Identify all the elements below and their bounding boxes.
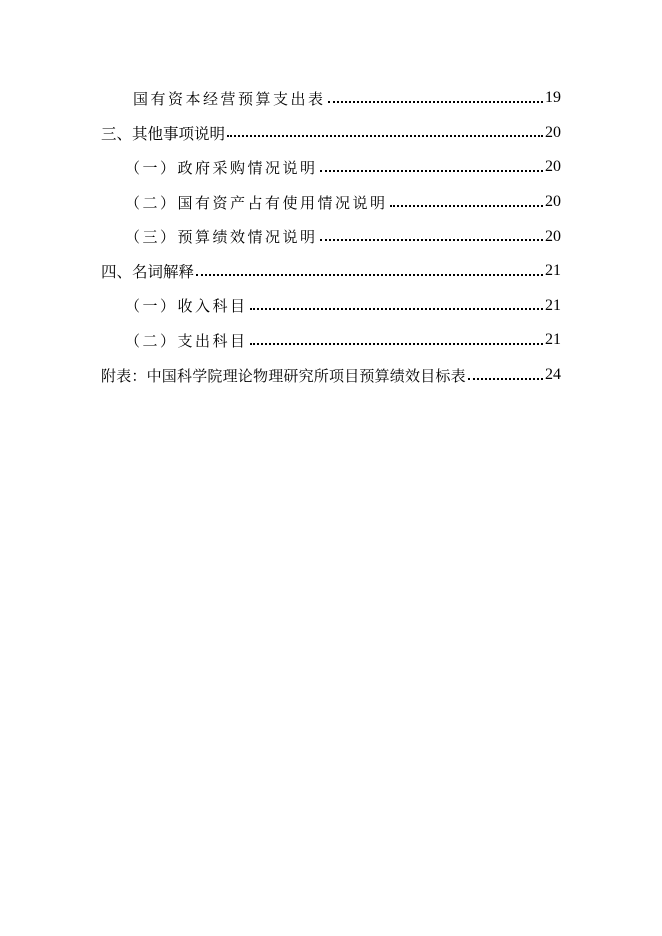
- toc-dot-leader: [468, 377, 543, 380]
- toc-entry-title: （二）国有资产占有使用情况说明: [125, 193, 388, 212]
- toc-dot-leader: [250, 342, 543, 345]
- toc-entry-title: （三）预算绩效情况说明: [125, 228, 318, 247]
- toc-page-number: 20: [545, 158, 561, 176]
- toc-entry-appendix-performance-targets[interactable]: [0, 358, 662, 393]
- toc-page-number: 20: [545, 193, 561, 211]
- toc-page-number: 21: [545, 262, 561, 280]
- toc-entry-title: 附表：中国科学院理论物理研究所项目预算绩效目标表: [101, 366, 466, 385]
- toc-entry-state-capital-expenditure[interactable]: [0, 81, 662, 116]
- toc-page-number: 21: [545, 331, 561, 349]
- toc-dot-leader: [250, 307, 543, 310]
- toc-dot-leader: [320, 169, 543, 172]
- toc-entry-budget-performance[interactable]: [0, 219, 662, 254]
- toc-entry-title: （一）政府采购情况说明: [125, 158, 318, 177]
- toc-page-number: 21: [545, 296, 561, 314]
- toc-dot-leader: [390, 204, 543, 207]
- toc-dot-leader: [328, 100, 543, 103]
- toc-entry-title: 三、其他事项说明: [101, 124, 226, 143]
- toc-entry-title: （二）支出科目: [125, 331, 248, 350]
- toc-entry-title: 国有资本经营预算支出表: [133, 89, 326, 108]
- toc-page-number: 24: [545, 366, 561, 384]
- toc-entry-glossary[interactable]: [0, 254, 662, 289]
- toc-entry-other-matters[interactable]: [0, 116, 662, 151]
- toc-entry-expenditure-items[interactable]: [0, 323, 662, 358]
- toc-dot-leader: [196, 273, 543, 276]
- toc-entry-government-procurement[interactable]: [0, 150, 662, 185]
- toc-page-number: 20: [545, 123, 561, 141]
- toc-entry-income-items[interactable]: [0, 289, 662, 324]
- toc-page-number: 20: [545, 227, 561, 245]
- table-of-contents: [0, 81, 662, 392]
- toc-dot-leader: [227, 134, 543, 137]
- toc-entry-state-assets-usage[interactable]: [0, 185, 662, 220]
- toc-dot-leader: [320, 238, 543, 241]
- toc-entry-title: （一）收入科目: [125, 297, 248, 316]
- toc-page-number: 19: [545, 89, 561, 107]
- toc-entry-title: 四、名词解释: [101, 263, 195, 282]
